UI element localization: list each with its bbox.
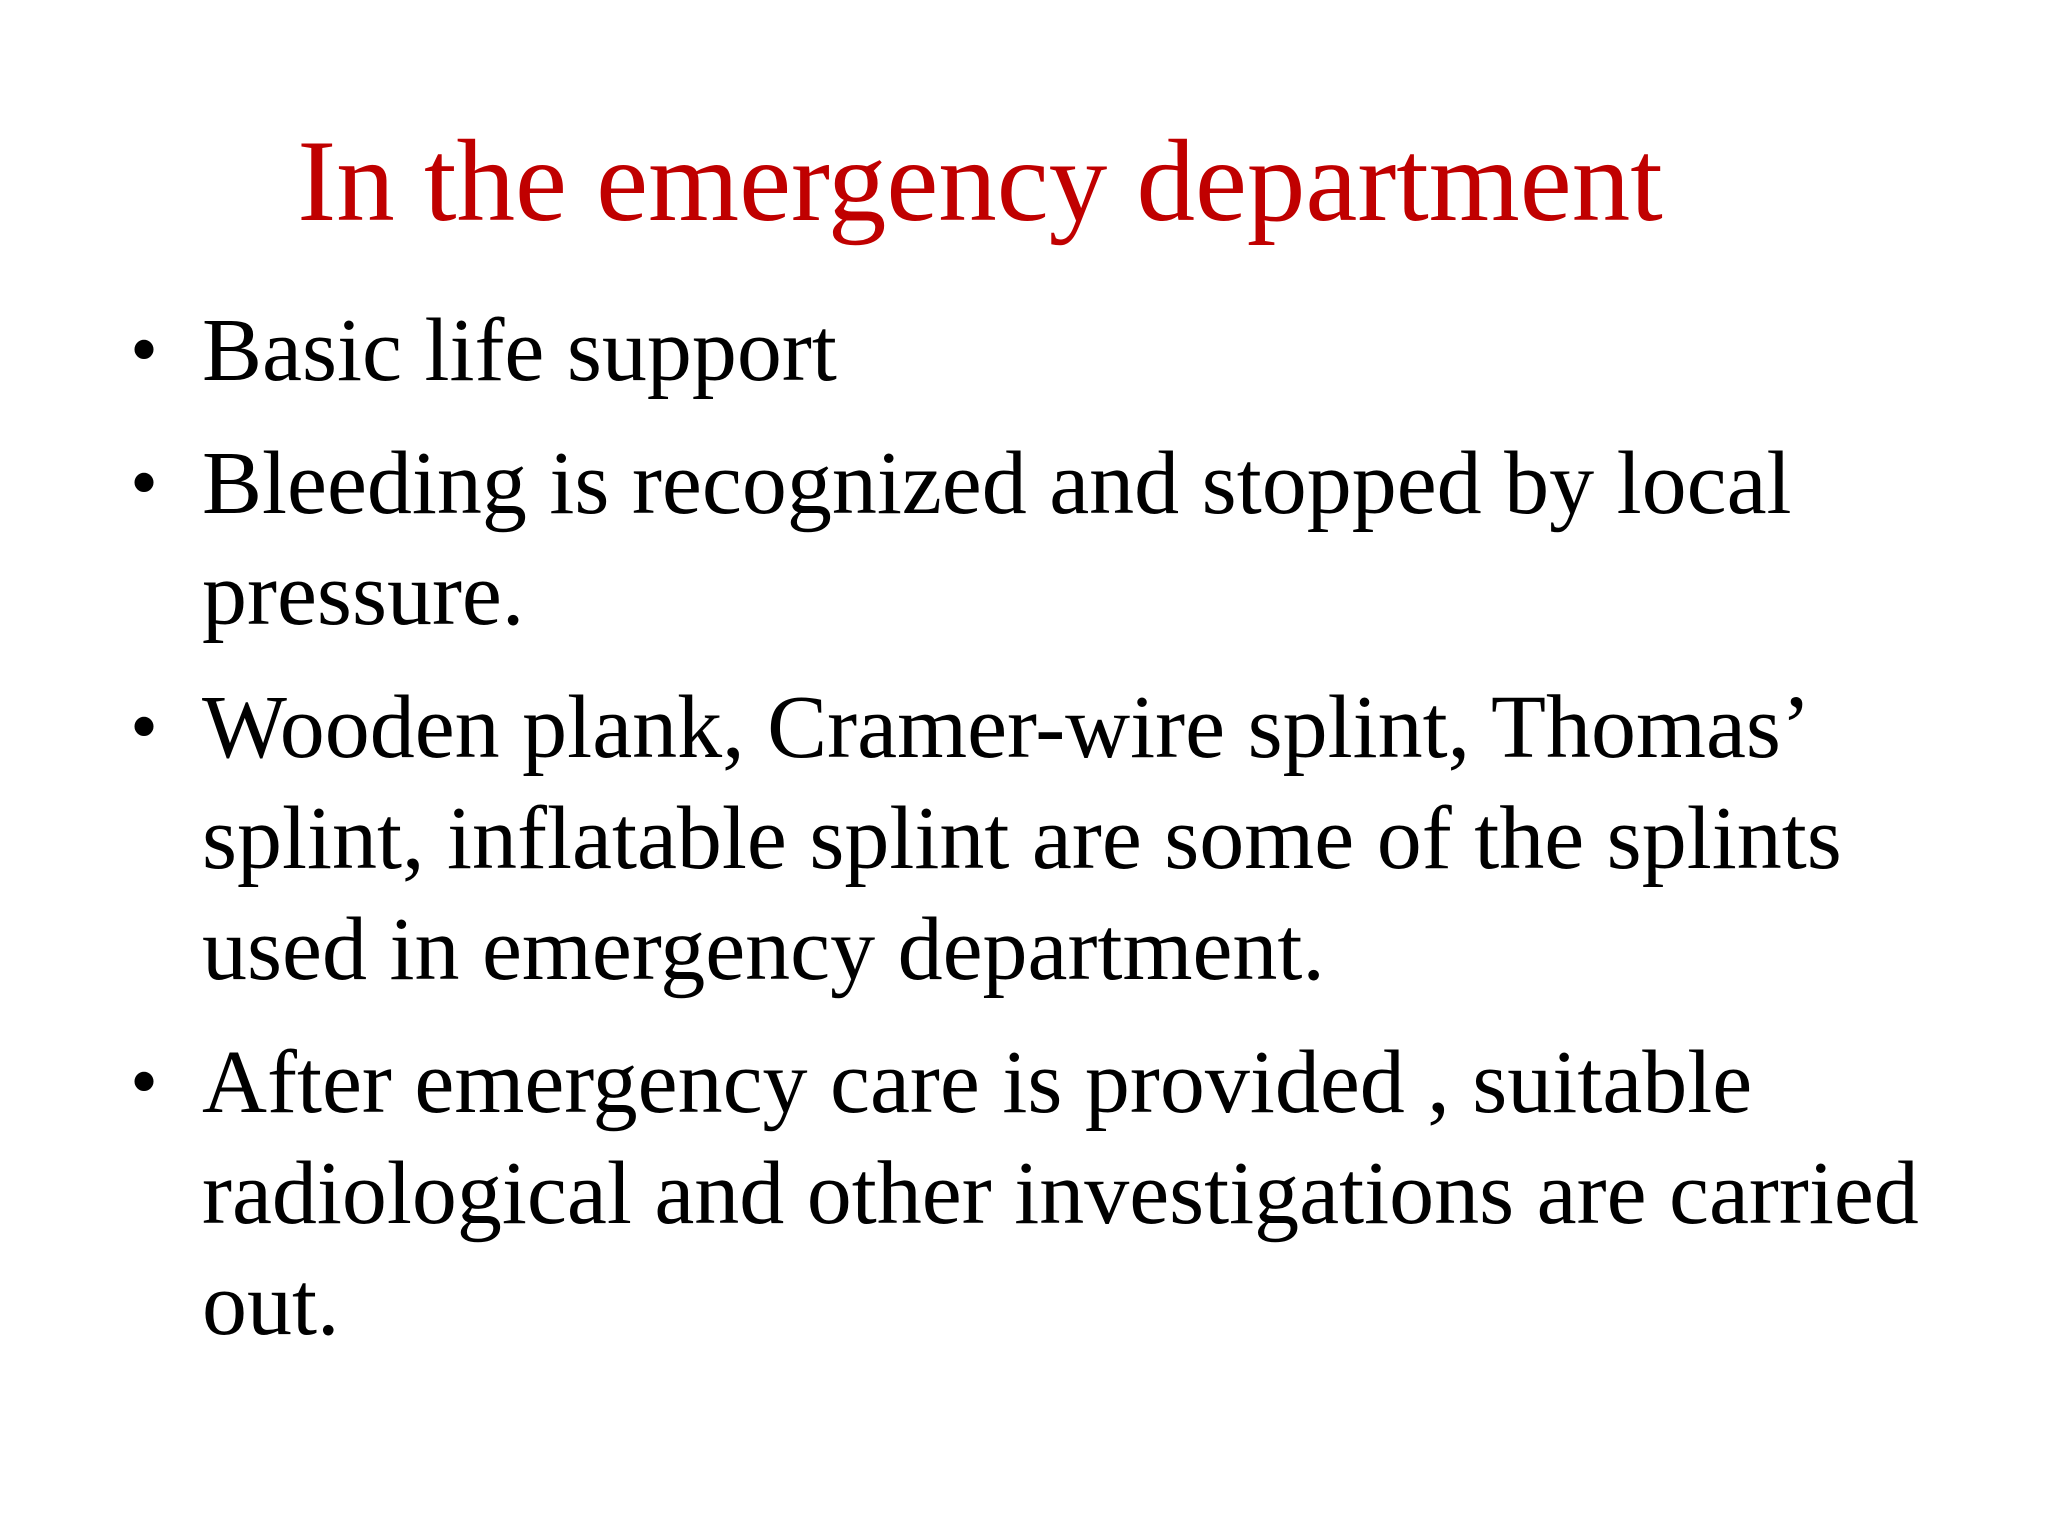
bullet-item <box>120 1027 1960 1360</box>
bullet-list <box>120 295 1960 1382</box>
slide-title: In the emergency department <box>297 117 1663 246</box>
bullet-text: Bleeding is recognized and stopped by local pressure. <box>202 434 1792 644</box>
bullet-icon: • <box>130 1038 159 1126</box>
bullet-icon: • <box>130 439 159 527</box>
bullet-icon: • <box>130 683 159 771</box>
bullet-item <box>120 672 1960 1005</box>
bullet-item <box>120 295 1960 406</box>
bullet-item <box>120 428 1960 650</box>
bullet-text: Basic life support <box>202 301 837 400</box>
bullet-text: Wooden plank, Cramer-wire splint, Thomas’ splint, inflatable splint are some of the splints used in emergency department. <box>202 678 1842 999</box>
bullet-text: After emergency care is provided , suitable radiological and other investigations are carried out. <box>202 1033 1919 1354</box>
bullet-icon: • <box>130 306 159 394</box>
